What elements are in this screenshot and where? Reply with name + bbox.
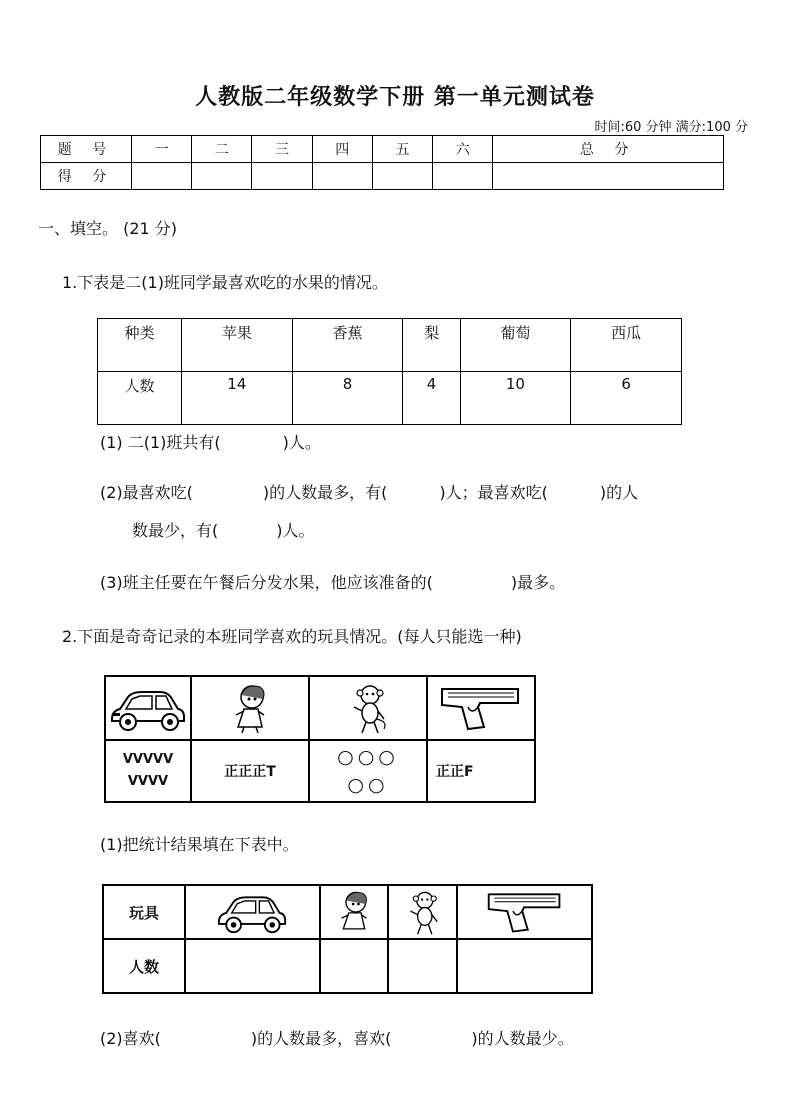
monkey-icon bbox=[346, 681, 390, 735]
score-header-cell: 四 bbox=[312, 136, 372, 163]
question-1-prompt: 1.下表是二(1)班同学最喜欢吃的水果的情况。 bbox=[62, 273, 388, 292]
count-input-cell[interactable] bbox=[320, 939, 389, 993]
toy-label: 玩具 bbox=[103, 885, 185, 939]
monkey-icon bbox=[403, 888, 443, 936]
toy-cell bbox=[185, 885, 320, 939]
page-title: 人教版二年级数学下册 第一单元测试卷 bbox=[195, 85, 595, 110]
gun-icon bbox=[438, 685, 524, 731]
text-segment: (2)最喜欢吃( bbox=[100, 483, 193, 502]
score-table bbox=[40, 135, 724, 190]
score-header-cell: 二 bbox=[192, 136, 252, 163]
question-1-sub3 bbox=[100, 570, 565, 593]
question-2-sub2 bbox=[100, 1026, 574, 1049]
count-input-cell[interactable] bbox=[388, 939, 457, 993]
fruit-table bbox=[97, 318, 682, 425]
fruit-count: 14 bbox=[182, 372, 293, 425]
text-segment: (2)喜欢( bbox=[100, 1029, 161, 1048]
toy-cell bbox=[105, 676, 191, 740]
score-input-cell[interactable] bbox=[192, 163, 252, 190]
score-input-cell[interactable] bbox=[252, 163, 312, 190]
count-input-cell[interactable] bbox=[457, 939, 592, 993]
text-segment: )的人数最少。 bbox=[471, 1029, 574, 1048]
score-input-cell[interactable] bbox=[132, 163, 192, 190]
question-1-sub2-cont bbox=[132, 518, 315, 541]
score-header-cell: 六 bbox=[433, 136, 493, 163]
toy-cell bbox=[427, 676, 535, 740]
tally-marks: 正正正T bbox=[224, 764, 276, 780]
text-segment: )人。 bbox=[276, 521, 315, 540]
toy-result-table bbox=[102, 884, 593, 994]
score-header-cell: 总 分 bbox=[493, 136, 724, 163]
fruit-name: 梨 bbox=[403, 319, 460, 372]
tally-circles: ○○○ bbox=[337, 746, 399, 768]
question-2-sub1: (1)把统计结果填在下表中。 bbox=[100, 835, 299, 854]
car-icon bbox=[108, 683, 188, 733]
score-header-cell: 题 号 bbox=[41, 136, 132, 163]
doll-icon bbox=[334, 888, 374, 936]
fruit-name: 香蕉 bbox=[292, 319, 403, 372]
fruit-count: 4 bbox=[403, 372, 460, 425]
text-segment: (3)班主任要在午餐后分发水果，他应该准备的( bbox=[100, 573, 433, 592]
fruit-name: 苹果 bbox=[182, 319, 293, 372]
score-input-cell[interactable] bbox=[493, 163, 724, 190]
toy-cell bbox=[388, 885, 457, 939]
score-input-cell[interactable] bbox=[433, 163, 493, 190]
text-segment: )最多。 bbox=[510, 573, 566, 592]
score-row-label: 得 分 bbox=[41, 163, 132, 190]
score-input-cell[interactable] bbox=[372, 163, 432, 190]
tally-cell bbox=[191, 740, 309, 802]
score-header-cell: 三 bbox=[252, 136, 312, 163]
exam-meta: 时间:60 分钟 满分:100 分 bbox=[594, 120, 748, 135]
tally-cell bbox=[309, 740, 427, 802]
tally-cell bbox=[105, 740, 191, 802]
question-1-sub1 bbox=[100, 430, 321, 453]
text-segment: )人。 bbox=[282, 433, 321, 452]
toy-cell bbox=[191, 676, 309, 740]
question-2-prompt: 2.下面是奇奇记录的本班同学喜欢的玩具情况。(每人只能选一种) bbox=[62, 627, 522, 646]
score-header-cell: 五 bbox=[372, 136, 432, 163]
tally-checks: VVVVV bbox=[122, 752, 174, 767]
fruit-count: 6 bbox=[571, 372, 682, 425]
tally-marks: 正正F bbox=[436, 764, 474, 780]
text-segment: (1) 二(1)班共有( bbox=[100, 433, 221, 452]
score-input-cell[interactable] bbox=[312, 163, 372, 190]
fruit-count: 8 bbox=[292, 372, 403, 425]
toy-cell bbox=[309, 676, 427, 740]
toy-cell bbox=[320, 885, 389, 939]
tally-circles: ○○ bbox=[347, 774, 389, 796]
fruit-name: 西瓜 bbox=[571, 319, 682, 372]
fruit-name: 葡萄 bbox=[460, 319, 571, 372]
toy-cell bbox=[457, 885, 592, 939]
tally-cell bbox=[427, 740, 535, 802]
fruit-count-label: 人数 bbox=[98, 372, 182, 425]
text-segment: 数最少，有( bbox=[132, 521, 219, 540]
fruit-header-label: 种类 bbox=[98, 319, 182, 372]
car-icon bbox=[212, 889, 292, 935]
text-segment: )人；最喜欢吃( bbox=[439, 483, 548, 502]
question-1-sub2 bbox=[100, 480, 638, 503]
gun-icon bbox=[485, 890, 565, 934]
text-segment: )的人数最多，喜欢( bbox=[250, 1029, 392, 1048]
fruit-count: 10 bbox=[460, 372, 571, 425]
doll-icon bbox=[228, 681, 272, 735]
tally-checks: VVVV bbox=[127, 774, 169, 789]
text-segment: )的人 bbox=[599, 483, 639, 502]
count-input-cell[interactable] bbox=[185, 939, 320, 993]
count-label: 人数 bbox=[103, 939, 185, 993]
section-heading: 一、填空。 (21 分) bbox=[38, 219, 178, 238]
text-segment: )的人数最多，有( bbox=[262, 483, 388, 502]
toy-tally-table bbox=[104, 675, 536, 803]
score-header-cell: 一 bbox=[132, 136, 192, 163]
